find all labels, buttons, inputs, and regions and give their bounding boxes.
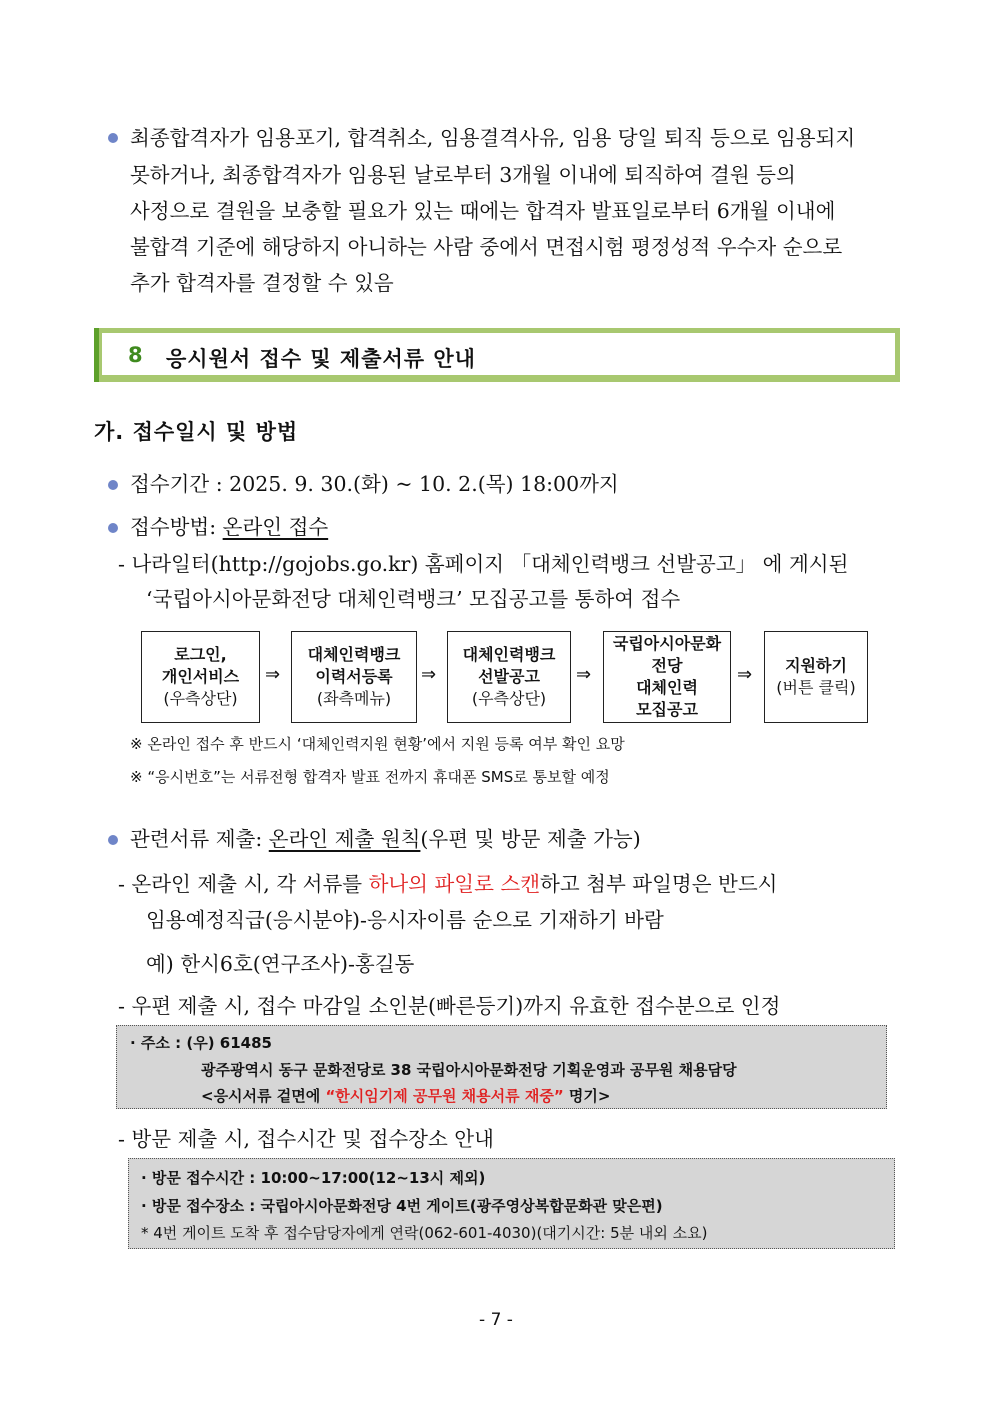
page-number: - 7 - [479,1310,513,1330]
intro-line-3: 사정으로 결원을 보충할 필요가 있는 때에는 합격자 발표일로부터 6개월 이내에 [130,199,836,223]
online-prefix: - 온라인 제출 시, 각 서류를 [118,872,369,896]
method-detail-line-1: - 나라일터(http://gojobs.go.kr) 홈페이지 「대체인력뱅크 선발공고」 에 게시된 [118,552,849,576]
docs-label: 관련서류 제출: [130,827,269,851]
section-header-inner [102,333,895,375]
postal-address-box [116,1025,887,1109]
visit-line: - 방문 제출 시, 접수시간 및 접수장소 안내 [118,1127,494,1151]
note-2: ※ “응시번호”는 서류전형 합격자 발표 전까지 휴대폰 SMS로 통보할 예정 [130,768,610,786]
flow-step-resume [291,631,417,723]
bullet-dot [108,480,118,490]
note-1: ※ 온라인 접수 후 반드시 ‘대체인력지원 현황’에서 지원 등록 여부 확인 요망 [130,735,625,753]
bullet-dot [108,133,118,143]
visit-place-line: · 방문 접수장소 : 국립아시아문화전당 4번 게이트(광주영상복합문화관 맞은편) [141,1197,663,1215]
flow-arrow-icon: ⇒ [737,664,753,685]
postal-address-line-2: 광주광역시 동구 문화전당로 38 국립아시아문화전당 기획운영과 공무원 채용담당 [201,1061,737,1079]
section-accent-bar [94,328,99,382]
online-suffix: 하고 첨부 파일명은 반드시 [540,872,778,896]
postal-note-suffix: 명기> [563,1087,611,1105]
section-number: 8 [128,343,143,367]
postal-note-highlight: “한시임기제 공무원 채용서류 재중” [325,1087,564,1105]
flow-step-recruit [603,631,731,723]
visit-time-line: · 방문 접수시간 : 10:00~17:00(12~13시 제외) [141,1169,486,1187]
subheading: 가. 접수일시 및 방법 [94,420,299,444]
flow-step-title: 국립아시아문화 전당 대체인력 모집공고 [612,634,722,719]
visit-note-line: * 4번 게이트 도착 후 접수담당자에게 연락(062-601-4030)(대기시간: 5분 내외 소요) [141,1224,708,1242]
flow-step-sub: (우측상단) [471,689,547,708]
docs-suffix: (우편 및 방문 제출 가능) [420,827,641,851]
flow-step-sub: (우측상단) [163,689,238,708]
bullet-dot [108,835,118,845]
flow-step-login [141,631,260,723]
flow-arrow-icon: ⇒ [421,664,437,685]
method-detail-line-2: ‘국립아시아문화전당 대체인력뱅크’ 모집공고를 통하여 접수 [146,587,681,611]
online-line-1 [118,869,777,899]
flow-step-sub: (버튼 클릭) [776,678,856,697]
period-line: 접수기간 : 2025. 9. 30.(화) ~ 10. 2.(목) 18:00까지 [130,472,619,496]
flow-step-sub: (좌측메뉴) [316,689,392,708]
intro-line-2: 못하거나, 최종합격자가 임용된 날로부터 3개월 이내에 퇴직하여 결원 등의 [130,163,796,187]
flow-step-notice [447,631,571,723]
postal-address-line-1: · 주소 : (우) 61485 [130,1034,272,1052]
flow-step-title: 로그인, 개인서비스 [161,645,240,686]
online-highlight: 하나의 파일로 스캔 [368,872,541,896]
flow-step-title: 대체인력뱅크 선발공고 [462,645,556,686]
postal-note-prefix: <응시서류 겉면에 [201,1087,326,1105]
visit-info-box [128,1158,895,1249]
postal-address-line-3 [201,1085,610,1106]
online-line-2: 임용예정직급(응시분야)-응시자이름 순으로 기재하기 바람 [146,908,664,932]
docs-value: 온라인 제출 원칙 [268,827,421,851]
section-title: 응시원서 접수 및 제출서류 안내 [166,347,476,371]
flow-step-title: 지원하기 [785,656,847,675]
online-example: 예) 한시6호(연구조사)-홍길동 [146,952,415,976]
flow-arrow-icon: ⇒ [576,664,592,685]
intro-line-5: 추가 합격자를 결정할 수 있음 [130,271,394,295]
docs-line [130,824,641,854]
method-label: 접수방법: [130,515,223,539]
bullet-dot [108,523,118,533]
method-line [130,512,328,542]
flow-step-title: 대체인력뱅크 이력서등록 [307,645,401,686]
intro-line-1: 최종합격자가 임용포기, 합격취소, 임용결격사유, 임용 당일 퇴직 등으로 임용되지 [130,126,856,150]
postal-line: - 우편 제출 시, 접수 마감일 소인분(빠른등기)까지 유효한 접수분으로 인정 [118,994,781,1018]
section-header [94,328,900,382]
flow-step-apply [764,631,868,723]
intro-line-4: 불합격 기준에 해당하지 아니하는 사람 중에서 면접시험 평정성적 우수자 순으로 [130,235,843,259]
flow-arrow-icon: ⇒ [265,664,281,685]
method-value: 온라인 접수 [222,515,329,539]
